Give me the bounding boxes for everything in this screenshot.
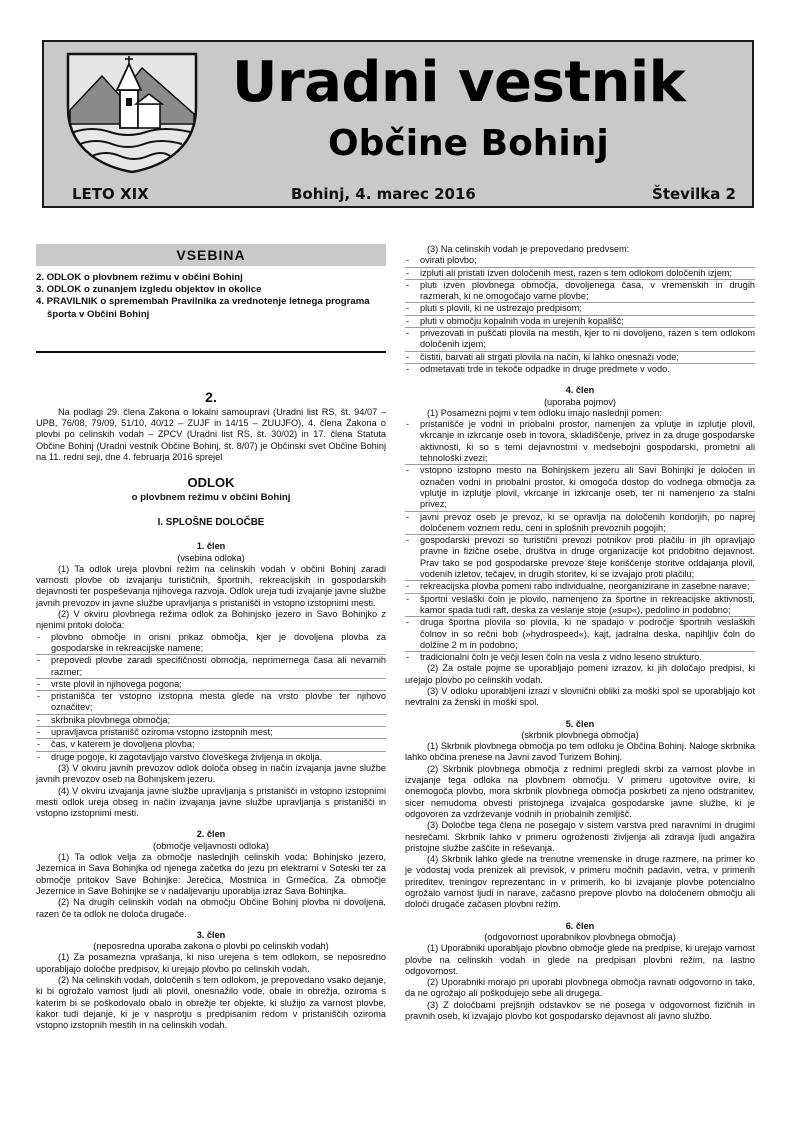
act-preamble: Na podlagi 29. člena Zakona o lokalni samoupravi (Uradni list RS, št. 94/07 – UPB, 76/08, 79/09, 51/10, 40/12 – ZUJF in 14/15 – ZUUJFO), 4. člena Zakona o plovbi po celinskih vodah – ZPCV (Uradni list RS, št. 30/02) in 17. člena Statuta Občine Bohinj (Uradni vestnik Občine Bohinj, št. 8/07) je Občinski svet Občine Bohinj na 11. redni seji, dne 4. februarja 2016 sprejel [36,406,386,462]
list-item: - druga športna plovila so plovila, ki ne spadajo v področje športnih veslaških čolnov in so rečni bob (»hydrospeed«), kajt, jadralna deska, napihljiv čoln do dolžine 2 m in podobno; [405,617,755,652]
list-item: - tradicionalni čoln je večji lesen čoln na vesla z vidno leseno strukturo. [405,652,755,663]
issue-year: LETO XIX [72,185,149,203]
article-1-para-1: (1) Ta odlok ureja plovbni režim na celinskih vodah v občini Bohinj zaradi varnosti plovbe ob izvajanju turističnih, športnih, rekreacijskih in gospodarskih dejavnosti ter pospeševanja njihovega razvoja. Odlok ureja tudi izvajanje javne službe javnih prevozov in javne službe upravljanja s pristanišči in vstopno izstopnimi mesti. [36,563,386,608]
article-2-para-1: (1) Ta odlok velja za območje naslednjih celinskih voda: Bohinjsko jezero, Jezernica in Sava Bohinjka od njenega začetka do jezu pri elektrarni v Soteski ter za območje pritokov Save Bohinjke: Jerečica, Mostnica in Grmečica. Za območje Jezernice in Save Bohinjke se v nadaljevanju uporablja izraz Sava Bohinjka. [36,852,386,896]
article-5-number: 5. člen [565,718,595,729]
act-title: ODLOK [187,475,235,491]
article-2-subtitle: (območje veljavnosti odloka) [153,840,269,851]
list-item: - športni veslaški čoln je plovilo, namenjeno za športne in rekreacijske aktivnosti, kamor spada tudi raft, deska za veslanje stoje (»sup«), pedolino in podobno; [405,594,755,618]
contents-divider [36,351,386,353]
list-item: - privezovati in puščati plovila na mestih, kjer to ni dovoljeno, razen s tem odlokom določenih izjem; [405,328,755,352]
contents-list [36,272,386,321]
list-item: - ovirati plovbo; [405,255,755,267]
right-column [405,244,755,1022]
masthead [42,40,754,208]
list-item: - javni prevoz oseb je prevoz, ki se opravlja na določenih koridorjih, po naprej določenem voznem redu, ceni in splošnih prevoznih pogojih; [405,512,755,536]
list-item: - skrbnika plovbnega območja; [36,715,386,727]
article-6-number: 6. člen [565,920,595,931]
article-5-para-1: (1) Skrbnik plovbnega območja po tem odloku je Občina Bohinj. Naloge skrbnika lahko občina prenese na Javni zavod Turizem Bohinj. [405,741,755,763]
masthead-title [232,46,732,168]
list-item: - vstopno izstopno mesto na Bohinjskem jezeru ali Savi Bohinjki je določen in označen vodni in priobalni prostor, ki omogoča dostop do vodnega območja za vplutje in izplutje plovil, vkrcanje in izkrcanje oseb, ter ni namenjeno za stalni privez; [405,465,755,511]
list-item: - plovbno območje in orisni prikaz območja, kjer je dovoljena plovba za gospodarske in rekreacijske namene; [36,632,386,656]
title-line2: Občine Bohinj [328,123,609,164]
list-item: - pristanišča ter vstopno izstopna mesta glede na vrsto plovbe ter njihovo označitev; [36,691,386,715]
list-item: - rekreacijska plovba pomeni rabo individualne, neorganizirane in zasebne narave; [405,581,755,593]
article-4-para-3: (3) V odloku uporabljeni izrazi v slovnični obliki za moški spol se uporabljajo kot nevtralni za ženski in moški spol. [405,685,755,708]
article-3-para-3: (3) Na celinskih vodah je prepovedano predvsem: [427,244,630,254]
contents-item[interactable]: 2. ODLOK o plovbnem režimu v občini Bohinj [36,272,243,283]
article-4-para-2: (2) Za ostale pojme se uporabljajo pomeni izrazov, ki jih določajo predpisi, ki urejajo plovbo po celinskih vodah. [405,663,755,685]
article-6-para-3: (3) Z določbami prejšnjih odstavkov se ne posega v odgovornost fizičnih in pravnih oseb, ki izvajajo plovbo kot gospodarsko dejavnost ali javno službo. [405,999,755,1021]
masthead-top [44,42,752,184]
list-item: - pluti v območju kopalnih voda in urejenih kopališč; [405,316,755,328]
list-item: - druge pogoje, ki zagotavljajo varstvo človeškega življenja in okolja. [36,752,386,763]
article-1-para-3: (3) V okviru javnih prevozov odlok določa obseg in način izvajanja javne službe javnih prevozov oseb na Bohinjskem jezeru. [36,762,386,785]
article-6-subtitle: (odgovornost uporabnikov plovbnega območja) [484,931,676,942]
article-1-para-4: (4) V okviru izvajanja javne službe upravljanja s pristanišči in vstopno izstopnimi mesti odlok ureja obseg in način izvajanja javne službe upravljanja s pristanišči in vstopno izstopnimi mesti. [36,785,386,819]
title-line1: Uradni vestnik [232,50,686,115]
list-item: - čistiti, barvati ali strgati plovila na način, ki lahko onesnaži vode; [405,352,755,364]
article-1-subtitle: (vsebina odloka) [177,552,245,563]
list-item: - čas, v katerem je dovoljena plovba; [36,739,386,751]
article-5-para-3: (3) Določbe tega člena ne posegajo v sistem varstva pred naravnimi in drugimi nesrečami. Skrbnik lahko v primeru ogroženosti življenja ali zdravja ljudi angažira pristojne službe zaščite in reševanja. [405,820,755,853]
act-subtitle: o plovbnem režimu v občini Bohinj [131,492,291,504]
article-4-para-1: (1) Posamezni pojmi v tem odloku imajo naslednji pomen: [427,407,662,418]
chapter-heading: I. SPLOŠNE DOLOČBE [157,517,265,529]
article-3-para-1: (1) Za posamezna vprašanja, ki niso urejena s tem odlokom, se neposredno uporabljajo določbe predpisov, ki urejajo plovbo po celinskih vodah. [36,952,386,974]
contents-item[interactable]: 4. PRAVILNIK o spremembah Pravilnika za vrednotenje letnega programa športa v Občini Bohinj [36,296,370,320]
list-item: - pristanišče je vodni in priobalni prostor, namenjen za vplutje in izplutje plovil, vkrcanje in izkrcanje oseb in tovora, skladiščenje, privez in za druge gospodarske aktivnosti, ki so s temi dejavnostmi v medsebojni gospodarski, prometni ali tehnološki zvezi; [405,419,755,465]
list-item: - izpluti ali pristati izven določenih mest, razen s tem odlokom določenih izjem; [405,268,755,280]
list-item: - pluti izven plovbnega območja, dovoljenega časa, v vremenskih in drugih razmerah, ki ne omogočajo varne plovbe; [405,280,755,304]
list-item: - gospodarski prevozi so turistični prevozi potnikov proti plačilu in jih opravljajo pravne in fizične osebe, društva in druge organizacije kot pridobitno dejavnost. Prav tako se pod gospodarske prevoze šteje koriščenje storitve oddajanja plovil, vodenih izletov, tečajev, in drugih storitev, ki se izvajajo proti plačilu; [405,535,755,581]
article-1-para-2: (2) V okviru plovbnega režima odlok za Bohinjsko jezero in Savo Bohinjko z njenimi pritoki določa: [36,609,386,631]
article-6-para-2: (2) Uporabniki morajo pri uporabi plovbnega območja ravnati odgovorno in tako, da ne ogrožajo ali poškodujejo sebe ali drugega. [405,977,755,999]
article-1-number: 1. člen [196,541,226,552]
article-6-para-1: (1) Uporabniki uporabljajo plovbno območje glede na predpise, ki urejajo varnost plovbe na celinskih vodah in glede na predpisan plovbni režim, na lastno odgovornost. [405,943,755,976]
list-item: - upravljavca pristanišč oziroma vstopno izstopnih mest; [36,727,386,739]
article-3-para-2: (2) Na celinskih vodah, določenih s tem odlokom, je prepovedano vsako dejanje, ki bi ogrožalo varnost ljudi ali plovil, onesnažilo vode, obale in obrežja, oziroma s katerim bi se poškodovalo obalo in obrežje ter objekte, ki služijo za varnost plovbe, kakor tudi dejanje, ki je v nasprotju s predpisanim redom v pristaniščih oziroma vstopno izstopnih mestih in na celinskih vodah. [36,974,386,1031]
act-number: 2. [205,388,217,405]
issue-date: Bohinj, 4. marec 2016 [291,185,476,203]
article-2-number: 2. člen [196,829,226,840]
list-item: - pluti s plovili, ki ne ustrezajo predpisom; [405,303,755,315]
article-5-para-4: (4) Skrbnik lahko glede na trenutne vremenske in druge razmere, na primer ko je vodostaj voda prenizek ali previsok, v primeru močnih padavin, vetra, v primerih prireditev, treningov reprezentanc in v primerih, ko bi izvajanje plovbe potencialno ogrožalo varnost ljudi in narave, začasno prepove plovbo na določenem območju ali določi drugače začasen plovbni režim. [405,854,755,910]
list-item: - prepovedi plovbe zaradi specifičnosti območja, neprimernega časa ali nevarnih razmer; [36,655,386,679]
article-2-para-2: (2) Na drugih celinskih vodah na območju Občine Bohinj plovba ni dovoljena, razen če ta odlok ne določa drugače. [36,897,386,919]
issue-number: Številka 2 [652,185,736,203]
article-5-subtitle: (skrbnik plovbnega območja) [521,729,639,740]
article-3-subtitle: (neposredna uporaba zakona o plovbi po celinskih vodah) [93,941,329,952]
contents-heading: VSEBINA [36,244,386,266]
article-3-number: 3. člen [196,929,226,940]
list-item: - vrste plovil in njihovega pogona; [36,679,386,691]
contents-item[interactable]: 3. ODLOK o zunanjem izgledu objektov in okolice [36,284,262,296]
municipality-crest-icon [62,50,202,174]
article-4-number: 4. člen [565,385,595,396]
issue-bar [44,182,752,206]
article-5-para-2: (2) Skrbnik plovbnega območja z rednimi pregledi skrbi za varnost plovbe in izvajanje tega odloka na plovbnem območju. V primeru ugotovitve ovire, ki onemogoča plovbo, mora skrbnik plovbnega območja poskrbeti za njeno odstranitev, sicer nemudoma obvesti pristojnega izvajalca gospodarske javne službe, ki je odgovoren za vzdrževanje vodnih in priobalnih zemljišč. [405,763,755,819]
left-column [36,244,386,1031]
list-item: - odmetavati trde in tekoče odpadke in druge predmete v vodo. [405,364,755,375]
article-4-subtitle: (uporaba pojmov) [543,396,616,407]
